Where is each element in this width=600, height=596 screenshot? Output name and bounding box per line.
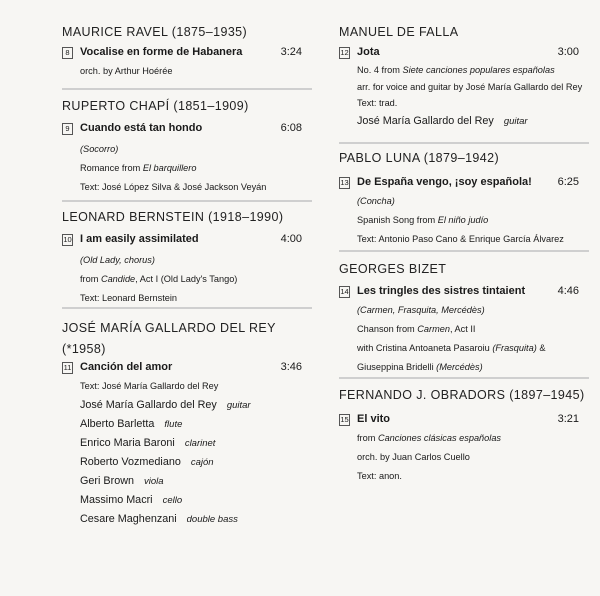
character-role: (Socorro) (80, 144, 119, 154)
composer-gallardo: JOSÉ MARÍA GALLARDO DEL REY (*1958) (62, 321, 276, 356)
character-role: (Old Lady, chorus) (80, 255, 155, 265)
text-credit: Text: trad. (357, 98, 398, 108)
track-title: De España vengo, ¡soy española! (357, 176, 532, 188)
work-source: Romance from El barquillero (80, 163, 197, 173)
arrangement-credit: arr. for voice and guitar by José María Gallardo del Rey (357, 81, 583, 92)
text-credit: Text: José López Silva & José Jackson Veyán (80, 182, 267, 192)
track-number: 14 (340, 287, 349, 296)
track-number: 10 (63, 235, 72, 244)
performer: Geri Brown viola (80, 475, 164, 487)
divider-right-1 (339, 142, 589, 144)
work-source: Spanish Song from El niño judío (357, 215, 489, 225)
performer: Cesare Maghenzani double bass (80, 513, 238, 525)
track-10 (62, 233, 302, 308)
composer-bernstein: LEONARD BERNSTEIN (1918–1990) (62, 210, 284, 224)
work-source: from Canciones clásicas españolas (357, 433, 502, 443)
track-8 (62, 46, 302, 81)
composer-luna: PABLO LUNA (1879–1942) (339, 151, 500, 165)
track-12 (339, 46, 583, 131)
composer-chapi: RUPERTO CHAPÍ (1851–1909) (62, 99, 249, 113)
character-role: (Concha) (357, 196, 395, 206)
track-number: 15 (340, 415, 349, 424)
track-title: Canción del amor (80, 361, 173, 373)
work-source: No. 4 from Siete canciones populares españolas (357, 65, 555, 75)
text-credit: Text: José María Gallardo del Rey (80, 381, 219, 391)
performer: Roberto Vozmediano cajón (80, 456, 214, 468)
performer: José María Gallardo del Rey guitar (80, 399, 251, 411)
divider-right-2 (339, 250, 589, 252)
character-role: (Carmen, Frasquita, Mercédès) (357, 305, 485, 315)
composer-obradors: FERNANDO J. OBRADORS (1897–1945) (339, 388, 585, 402)
text-credit: Text: Antonio Paso Cano & Enrique García Álvarez (357, 234, 564, 244)
track-title: Cuando está tan hondo (80, 122, 203, 134)
track-title: Les tringles des sistres tintaient (357, 285, 526, 297)
guest-performers: with Cristina Antoaneta Pasaroiu (Frasquita) & (357, 343, 546, 353)
track-duration: 4:00 (280, 233, 302, 245)
performer: Alberto Barletta flute (80, 418, 183, 430)
guest-performers: Giuseppina Bridelli (Mercédès) (357, 362, 483, 372)
track-duration: 3:21 (557, 413, 579, 425)
orchestration-credit: orch. by Juan Carlos Cuello (357, 452, 470, 462)
composer-ravel: MAURICE RAVEL (1875–1935) (62, 25, 248, 39)
track-14 (339, 285, 579, 377)
work-source: from Candide, Act I (Old Lady's Tango) (80, 274, 238, 284)
track-title: Jota (357, 46, 380, 58)
track-number: 13 (340, 178, 349, 187)
performer: José María Gallardo del Rey guitar (357, 114, 528, 127)
track-duration: 3:46 (280, 361, 302, 373)
text-credit: Text: Leonard Bernstein (80, 293, 178, 303)
track-number: 9 (62, 123, 73, 135)
track-duration: 6:08 (280, 122, 302, 134)
track-number: 8 (62, 47, 73, 59)
track-9 (62, 122, 302, 197)
orchestration-credit: orch. by Arthur Hoérée (80, 66, 173, 76)
track-duration: 6:25 (557, 176, 579, 188)
track-title: El vito (357, 413, 391, 425)
track-title: Vocalise en forme de Habanera (80, 46, 243, 58)
track-duration: 4:46 (557, 285, 579, 297)
track-title: I am easily assimilated (80, 233, 199, 245)
track-number: 12 (340, 48, 349, 57)
track-15 (339, 413, 579, 486)
work-source: Chanson from Carmen, Act II (357, 324, 476, 334)
divider-right-3 (339, 377, 589, 379)
track-number: 11 (63, 363, 72, 372)
track-11 (62, 361, 302, 529)
divider-left-1 (62, 88, 312, 90)
performer: Enrico Maria Baroni clarinet (80, 437, 216, 449)
composer-falla: MANUEL DE FALLA (339, 25, 459, 39)
performer: Massimo Macri cello (80, 494, 183, 506)
composer-bizet: GEORGES BIZET (339, 262, 447, 276)
text-credit: Text: anon. (357, 471, 402, 481)
track-13 (339, 176, 579, 249)
divider-left-2 (62, 200, 312, 202)
track-duration: 3:24 (280, 46, 302, 58)
track-duration: 3:00 (557, 46, 579, 58)
